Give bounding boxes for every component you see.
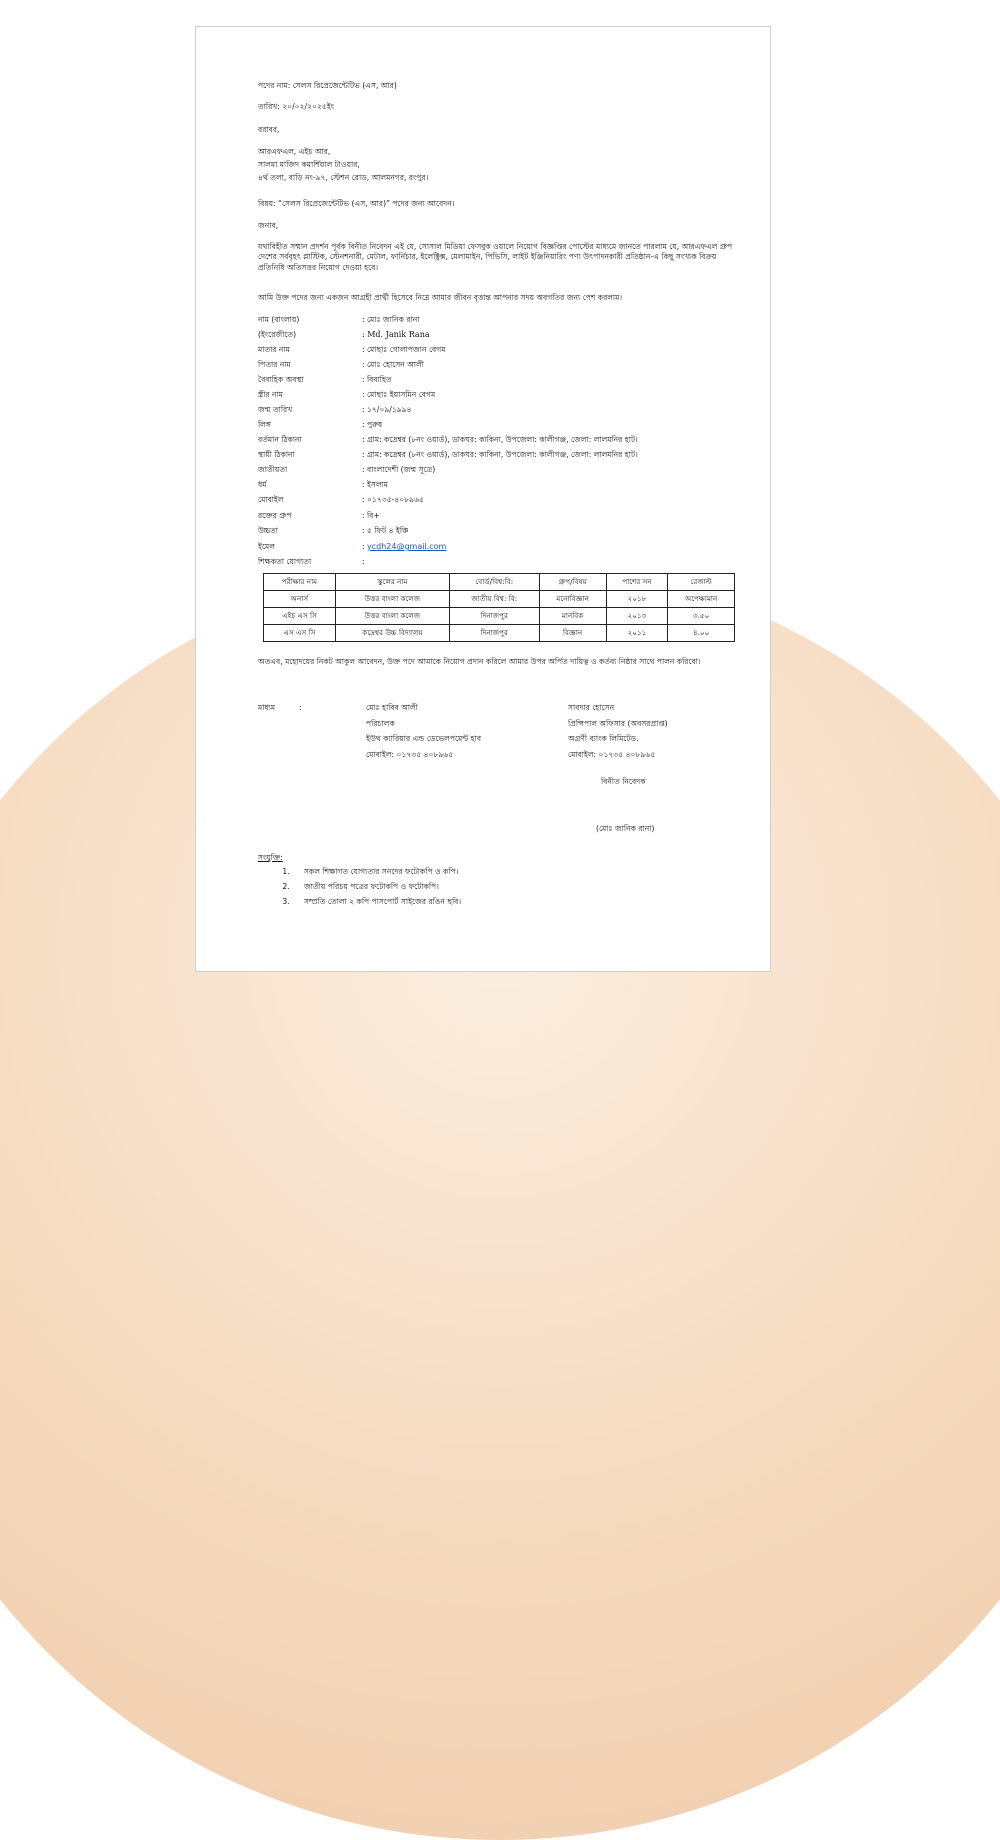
table-cell: উত্তর বাংলা কলেজ <box>335 608 449 625</box>
field-label: স্থায়ী ঠিকানা <box>258 450 295 459</box>
referee-1-org: ইউথ ক্যারিয়ার এন্ড ডেভেলপমেন্ট হাব <box>366 734 482 743</box>
field-value: : ১৭/০৯/১৯৯৪ <box>362 405 412 414</box>
body-paragraph: যথাবিহীত সম্মান প্রদর্শন পূর্বক বিনীত নিবেদন এই যে, সোসাল মিডিয়া ফেসবুক ওয়ালে নিয়োগ বিজ্ঞপ্তির পোস্টের মাধ্যমে জানতে পারলাম যে, আরএফএল গ্রুপ দেশের সর্ববৃহৎ প্লাস্টিক, স্টেনশনারী, মেটাল, ফার্নিচার, ইলেক্ট্রিক্স, মেলামাইন, পিভিসি, লাইট ইঞ্জিনিয়ারিং পণ্য উৎপাদনকারী প্রতিষ্ঠান-এ কিছু সংখ্যক বিক্রয় প্রতিনিধি অতিসত্তর নিয়োগ দেওয়া হবে। <box>258 242 733 272</box>
field-label: বৈবাহিক অবস্থা <box>258 375 304 384</box>
email-label: ইমেল <box>258 542 275 551</box>
recipient-to: বরাবর, <box>258 125 280 134</box>
referee-2-title: প্রিন্সিপাল অফিসার (অবসরপ্রাপ্ত) <box>568 718 668 728</box>
email-row <box>258 542 738 556</box>
referee-1 <box>366 703 481 765</box>
table-cell: দিনাজপুর <box>449 608 539 625</box>
table-cell: এইচ এস সি <box>264 608 336 625</box>
date-line: তারিখ: ২০/০২/২০২৫ইং <box>258 102 335 111</box>
table-cell: ৪.০০ <box>668 625 735 642</box>
address-line-1: আরএফএল, এইচ আর, <box>258 147 331 156</box>
table-cell: কদ্রেশ্বর উচ্চ বিদ্যালয় <box>335 625 449 642</box>
field-label: (ইংরেজীতে) <box>258 330 297 339</box>
field-label: স্ত্রীর নাম <box>258 390 283 399</box>
field-label: রক্তের গ্রুপ <box>258 511 292 520</box>
referee-2-org: অগ্রণী ব্যাংক লিমিটেড. <box>568 734 639 743</box>
table-cell: বিজ্ঞান <box>539 625 606 642</box>
table-row <box>264 625 735 642</box>
table-header: গ্রুপ/বিষয় <box>539 574 606 591</box>
field-label: জাতীয়তা <box>258 465 288 474</box>
field-label: জন্ম তারিখ <box>258 405 293 414</box>
field-row <box>258 511 738 525</box>
email-value <box>362 542 446 553</box>
subject-line: বিষয়: “সেলস রিপ্রেজেন্টেটিভ (এস, আর)” পদের জন্য আবেদন। <box>258 199 455 208</box>
field-value: : বি+ <box>362 511 380 520</box>
table-cell: অপেক্ষামান <box>668 591 735 608</box>
via-label: মাধ্যম <box>258 703 276 712</box>
table-header: রেজাল্ট <box>668 574 735 591</box>
table-header: বোর্ড/বিশ্ব:বি: <box>449 574 539 591</box>
field-label: পিতার নাম <box>258 360 291 369</box>
field-value: : পুরুষ <box>362 420 383 429</box>
field-label: উচ্চতা <box>258 526 278 535</box>
field-row <box>258 360 738 374</box>
field-value: : বাংলাদেশী (জন্ম সূত্রে) <box>362 465 436 474</box>
post-name-line: পদের নাম: সেলস রিপ্রেজেন্টেটিভ (এস, আর) <box>258 81 397 90</box>
table-cell: অনার্স <box>264 591 336 608</box>
list-item: 1. সকল শিক্ষাগত যোগ্যতার সনদের ফটোকপি ও কপি। <box>292 867 738 882</box>
field-value: : ৫ ফিট ৪ ইঞ্চি <box>362 526 409 535</box>
referee-1-mobile: মোবাইল: ০১৭৩৫ ৪০৮৯৬৫ <box>366 749 454 759</box>
attachments <box>258 853 738 912</box>
table-row <box>264 608 735 625</box>
field-value: : মোছাঃ গোলাপজান বেগম <box>362 345 446 354</box>
table-cell: এস এস সি <box>264 625 336 642</box>
field-row <box>258 420 738 434</box>
email-link[interactable]: ycdh24@gmail.com <box>366 542 447 551</box>
field-row <box>258 330 738 344</box>
field-label: ধর্ম <box>258 480 267 489</box>
referee-2-mobile: মোবাইল: ০১৭৩৫ ৪০৮৯৬৫ <box>568 749 656 759</box>
field-value: : ইসলাম <box>362 480 389 489</box>
field-row <box>258 405 738 419</box>
table-cell: মনোবিজ্ঞান <box>539 591 606 608</box>
referee-1-name: মোঃ হাবিব আলী <box>366 703 418 712</box>
table-cell: উত্তর বাংলা কলেজ <box>335 591 449 608</box>
table-cell: ২০১৮ <box>606 591 668 608</box>
address-line-3: ৪র্থ তলা, বাড়ি নং-৯৭, স্টেশন রোড, আলমনগর, রংপুর। <box>258 173 429 182</box>
field-value: : ০১৭৩৫-৪০৮৯৬৫ <box>362 495 424 504</box>
closing-paragraph: অতএব, মহোদয়ের নিকট আকুল আবেদন, উক্ত পদে আমাকে নিয়োগ প্রদান করিলে আমার উপর অর্পিত দায়িত্ব ও কর্তব্য নিষ্ঠার সাথে পালন করিবো। <box>258 657 701 666</box>
field-value: : গ্রাম: কদ্রেশ্বর (৮নং ওয়ার্ড), ডাকঘর: কাকিনা, উপজেলা: কালীগঞ্জ, জেলা: লালমনির হাট। <box>362 450 638 459</box>
attachments-list <box>258 867 738 912</box>
intro-paragraph: আমি উক্ত পদের জন্য একজন আগ্রহী প্রার্থী হিসেবে নিম্নে আমার জীবন বৃত্তান্ত আপনার সদয় অবগতির জন্য পেশ করলাম। <box>258 293 623 302</box>
field-value: : বিবাহিত <box>362 375 392 384</box>
field-row <box>258 450 738 464</box>
field-label: বর্তমান ঠিকানা <box>258 435 302 444</box>
email-colon: : <box>362 542 365 551</box>
field-label: মোবাইল <box>258 495 284 504</box>
table-cell: জাতীয় বিশ্ব: বি: <box>449 591 539 608</box>
field-row <box>258 315 738 329</box>
field-label: নাম (বাংলায়) <box>258 315 300 324</box>
education-label-row <box>258 557 738 571</box>
field-label: লিঙ্গ <box>258 420 271 429</box>
education-colon: : <box>362 557 365 566</box>
table-header: পাশের সন <box>606 574 668 591</box>
table-cell: ২০১৩ <box>606 608 668 625</box>
field-row <box>258 390 738 404</box>
field-row <box>258 345 738 359</box>
table-cell: মানবিক <box>539 608 606 625</box>
field-row <box>258 480 738 494</box>
signature-name: (মোঃ জানিক রানা) <box>596 824 655 833</box>
field-value: : গ্রাম: কদ্রেশ্বর (৮নং ওয়ার্ড), ডাকঘর: কাকিনা, উপজেলা: কালীগঞ্জ, জেলা: লালমনির হাট। <box>362 435 638 444</box>
table-row <box>264 591 735 608</box>
attachments-title: সংযুক্তি: <box>258 853 283 862</box>
table-header: স্কুলের নাম <box>335 574 449 591</box>
field-label: মাতার নাম <box>258 345 290 354</box>
table-cell: ২০১১ <box>606 625 668 642</box>
referee-2 <box>568 703 668 765</box>
letter-page <box>195 26 771 972</box>
field-row <box>258 435 738 449</box>
field-value: : Md. Janik Rana <box>362 330 430 339</box>
table-cell: দিনাজপুর <box>449 625 539 642</box>
list-item: 2. জাতীয় পরিচয় পত্রের ফটোকপি ও ফটোকপি। <box>292 882 738 897</box>
table-cell: ৩.৫০ <box>668 608 735 625</box>
table-header: পরীক্ষার নাম <box>264 574 336 591</box>
referee-1-title: পরিচালক <box>366 718 395 728</box>
field-row <box>258 526 738 540</box>
yours-faithfully: বিনীত নিবেদক <box>601 777 646 786</box>
field-value: : মোঃ জানিক রানা <box>362 315 420 324</box>
salutation: জনাব, <box>258 221 279 230</box>
via-colon: : <box>299 703 302 712</box>
table-header-row <box>264 574 735 591</box>
field-row <box>258 465 738 479</box>
education-table <box>263 573 735 642</box>
address-line-2: সালমা মাজিদ কমার্শিয়াল টাওয়ার, <box>258 160 360 169</box>
field-row <box>258 375 738 389</box>
field-value: : মোঃ হোসেন আলী <box>362 360 424 369</box>
list-item: 3. সম্প্রতি তোলা ২ কপি পাসপোর্ট সাইজের রঙিন ছবি। <box>292 897 738 912</box>
referee-2-name: সাবদার হোসেন <box>568 703 615 712</box>
education-label: শিক্ষকতা যোগ্যতা <box>258 557 312 566</box>
field-row <box>258 495 738 509</box>
field-value: : মোছাঃ ইয়াসমিন বেগম <box>362 390 436 399</box>
